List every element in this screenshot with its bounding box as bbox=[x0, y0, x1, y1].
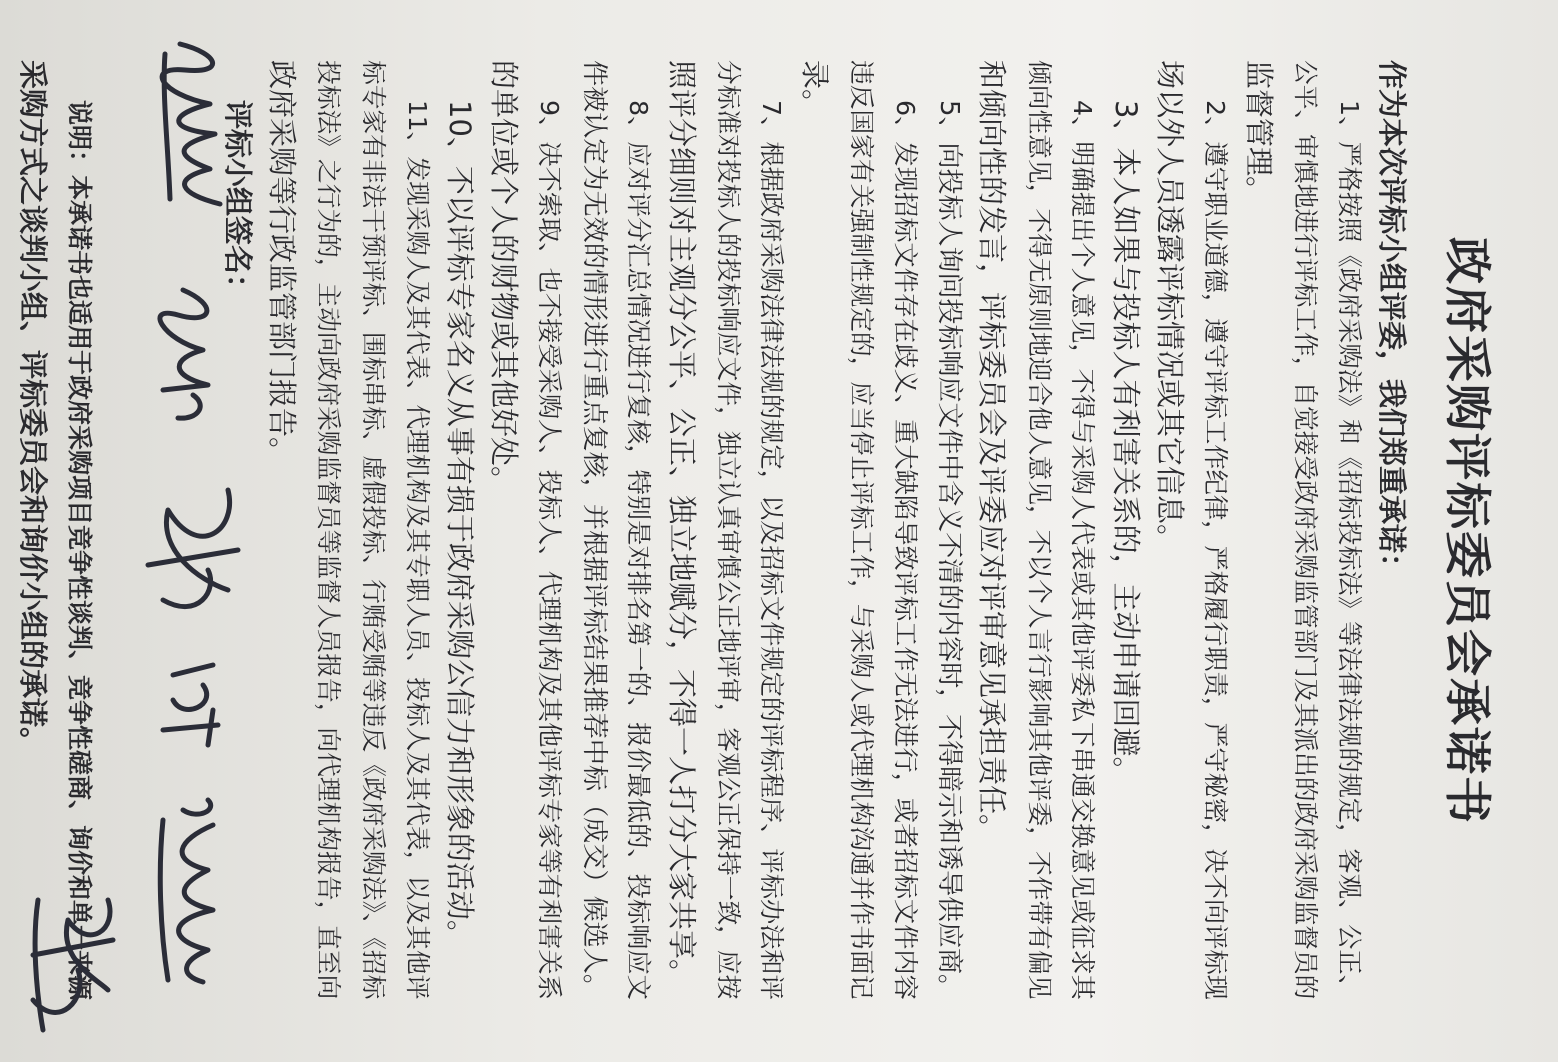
signature-2 bbox=[148, 280, 238, 430]
text-line: 违反国家有关强制性规定的，应当停止评标工作，与采购人或代理机构沟通并作书面记 bbox=[847, 60, 877, 1000]
text-line: 8、应对评分汇总情况进行复核，特别是对排名第一的、报价最低的、投标响应文 bbox=[624, 100, 654, 1000]
text-line: 作为本次评标小组评委，我们郑重承诺： bbox=[1375, 60, 1409, 583]
signature-3 bbox=[138, 470, 258, 630]
signature-4 bbox=[153, 650, 233, 760]
text-line: 1、严格按照《政府采购法》和《招标投标法》等法律法规的规定，客观、公正、 bbox=[1334, 100, 1364, 1000]
document-title: 政府采购评标委员会承诺书 bbox=[1439, 237, 1494, 825]
text-line: 采购方式之谈判小组、评标委员会和询价小组的承诺。 bbox=[16, 60, 51, 757]
text-line: 照评分细则对主观分公平、公正、独立地赋分，不得一人打分大家共享。 bbox=[664, 60, 699, 989]
text-line: 9、决不索取、也不接受采购人、投标人、代理机构及其他评标专家等有利害关系 bbox=[535, 100, 565, 1000]
signature-1 bbox=[144, 34, 240, 214]
text-line: 和倾向性的发言，评标委员会及评委应对评审意见承担责任。 bbox=[975, 60, 1010, 844]
text-line: 5、向投标人询问投标响应文件中含义不清的内容时，不得暗示和诱导供应商。 bbox=[934, 100, 964, 1000]
text-line: 评标小组签名： bbox=[220, 100, 255, 304]
text-line: 录。 bbox=[797, 60, 832, 119]
text-line: 3、本人如果与投标人有利害关系的，主动申请回避。 bbox=[1108, 100, 1143, 786]
text-line: 说明：本承诺书也适用于政府采购项目竞争性谈判、竞争性磋商、询价和单一来源 bbox=[64, 100, 94, 1001]
text-line: 监督管理。 bbox=[1241, 60, 1276, 206]
text-line: 标专家有非法干预评标、围标串标、虚假投标、行贿受贿等违反《政府采购法》、《招标 bbox=[358, 60, 388, 1000]
text-line: 6、发现招标文件存在歧义、重大缺陷导致评标工作无法进行，或者招标文件内容 bbox=[890, 100, 920, 1000]
text-line: 场以外人员透露评标情况或其它信息。 bbox=[1153, 60, 1187, 554]
text-line: 2、遵守职业道德，遵守评标工作纪律，严格履行职责，严守秘密，决不向评标现 bbox=[1201, 100, 1231, 1000]
text-line: 倾向性意见，不得无原则地迎合他人意见，不以个人言行影响其他评委，不作带有偏见 bbox=[1024, 60, 1054, 1000]
text-line: 件被认定为无效的情形进行重点复核，并根据评标结果推荐中标（成交）候选人。 bbox=[578, 60, 609, 1000]
text-line: 政府采购等行政监管部门报告。 bbox=[265, 60, 299, 467]
text-line: 分标准对投标人的投标响应文件，独立认真审慎公正地评审，客观公正保持一致，应按 bbox=[714, 60, 743, 1000]
signature-6 bbox=[18, 880, 128, 1040]
text-line: 10、不以评标专家名义从事有损于政府采购公信力和形象的活动。 bbox=[442, 100, 477, 949]
text-line: 公平、审慎地进行评标工作，自觉接受政府采购监管部门及其派出的政府采购监督员的 bbox=[1291, 60, 1321, 1000]
signature-5 bbox=[143, 790, 238, 990]
signature-area bbox=[0, 0, 278, 1062]
text-line: 投标法》之行为的，主动向政府采购监督员等监督人员报告，向代理机构报告，直至向 bbox=[314, 60, 344, 1000]
text-line: 的单位或个人的财物或其他好处。 bbox=[487, 60, 521, 496]
text-line: 7、根据政府采购法律法规的规定，以及招标文件规定的评标程序、评标办法和评 bbox=[757, 100, 787, 1000]
text-line: 11、发现采购人及其代表、代理机构及其专职人员、投标人及其代表，以及其他评 bbox=[403, 100, 433, 1000]
text-line: 4、明确提出个人意见，不得与采购人代表或其他评委私下串通交换意见或征求其 bbox=[1068, 100, 1098, 1000]
